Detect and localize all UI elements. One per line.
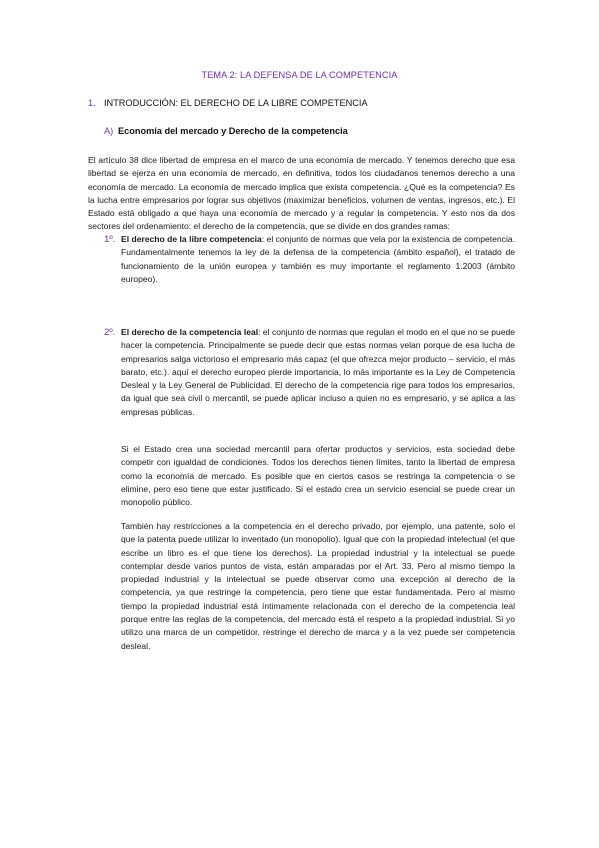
list-marker: 1º. [104,234,116,245]
list-marker: 2º. [104,327,116,338]
section-heading [88,98,368,108]
subsection-letter: A) [104,126,114,136]
list-item-body [121,326,515,419]
section-title: INTRODUCCIÓN: EL DERECHO DE LA LIBRE COMPETENCIA [104,98,368,108]
list-item-body [121,233,515,286]
subsection-title: Economía del mercado y Derecho de la competencia [118,126,348,136]
section-number: 1. [88,98,96,108]
state-paragraph: Si el Estado crea una sociedad mercantil para ofertar productos y servicios, esta sociedad debe competir con igualdad de condiciones. Todos los derechos tienen límites, tanto la libertad de empresa como la economía de mercado. Es posible que en ciertos casos se restringa la competencia o se elimine, pero eso tiene que estar justificado. Si el estado crea un servicio esencial se puede crear un monopolio público. [121,444,515,508]
restrictions-paragraph: También hay restricciones a la competencia en el derecho privado, por ejemplo, una patente, solo el que la patenta puede utilizar lo inventado (un monopolio). Igual que con la propiedad intelectual (el que escribe un libro es el que tiene los derechos). La propiedad industrial y la intelectual se puede contemplar desde varios puntos de vista, están amparadas por el Art. 33. Pero al mismo tiempo la propiedad industrial y la intelectual se puede observar como una excepción al derecho de la competencia, ya que restringe la competencia, pero tiene que estar fundamentada. Pero al mismo tiempo la propiedad industrial está íntimamente relacionada con el derecho de la competencia leal porque entre las reglas de la competencia, del mercado está el respeto a la propiedad industrial. Si yo utilizo una marca de un competidor, restringe el derecho de marca y a la vez puede ser competencia desleal. [121,521,515,651]
list-item-text: : el conjunto de normas que regulan el modo en el que no se puede hacer la competencia. Principalmente se puede decir que estas normas velan porque de esa lucha de empresarios salga victorioso el empresario más capaz (el que ofrezca mejor producto – servicio, el más barato, etc.). aquí el derecho europeo pierde importancia, lo más importante es la Ley de Competencia Desleal y la Ley General de Publicidad. El derecho de la competencia rige para todos los empresarios, da igual que sea civil o mercantil, se puede aplicar incluso a quien no es empresario, y se aplica a las empresas públicas. [121,327,515,417]
intro-paragraph: El artículo 38 dice libertad de empresa en el marco de una economía de mercado. Y tenemos derecho que esa libertad se ejerza en una economía de mercado, en definitiva, todos los ciudadanos tenemos derecho a una economía de mercado. La economía de mercado implica que exista competencia. ¿Qué es la competencia? Es la lucha entre empresarios por lograr sus objetivos (maximizar beneficios, volumen de ventas, ingresos, etc.). El Estado está obligado a que haya una economía de mercado y a regular la competencia. Y esto nos da dos sectores del ordenamiento: el derecho de la competencia, que se divide en dos grandes ramas: [88,155,515,232]
document-title: TEMA 2: LA DEFENSA DE LA COMPETENCIA [201,70,398,80]
subsection-heading [104,126,348,136]
list-item-term: El derecho de la libre competencia [121,234,262,244]
list-item-term: El derecho de la competencia leal [121,327,259,337]
list-item-text: : el conjunto de normas que vela por la existencia de competencia. Fundamentalmente tenemos la ley de la defensa de la competencia (ámbito español), el tratado de funcionamiento de la unión europea y también es muy importante el reglamento 1.2003 (ámbito europeo). [121,234,515,284]
